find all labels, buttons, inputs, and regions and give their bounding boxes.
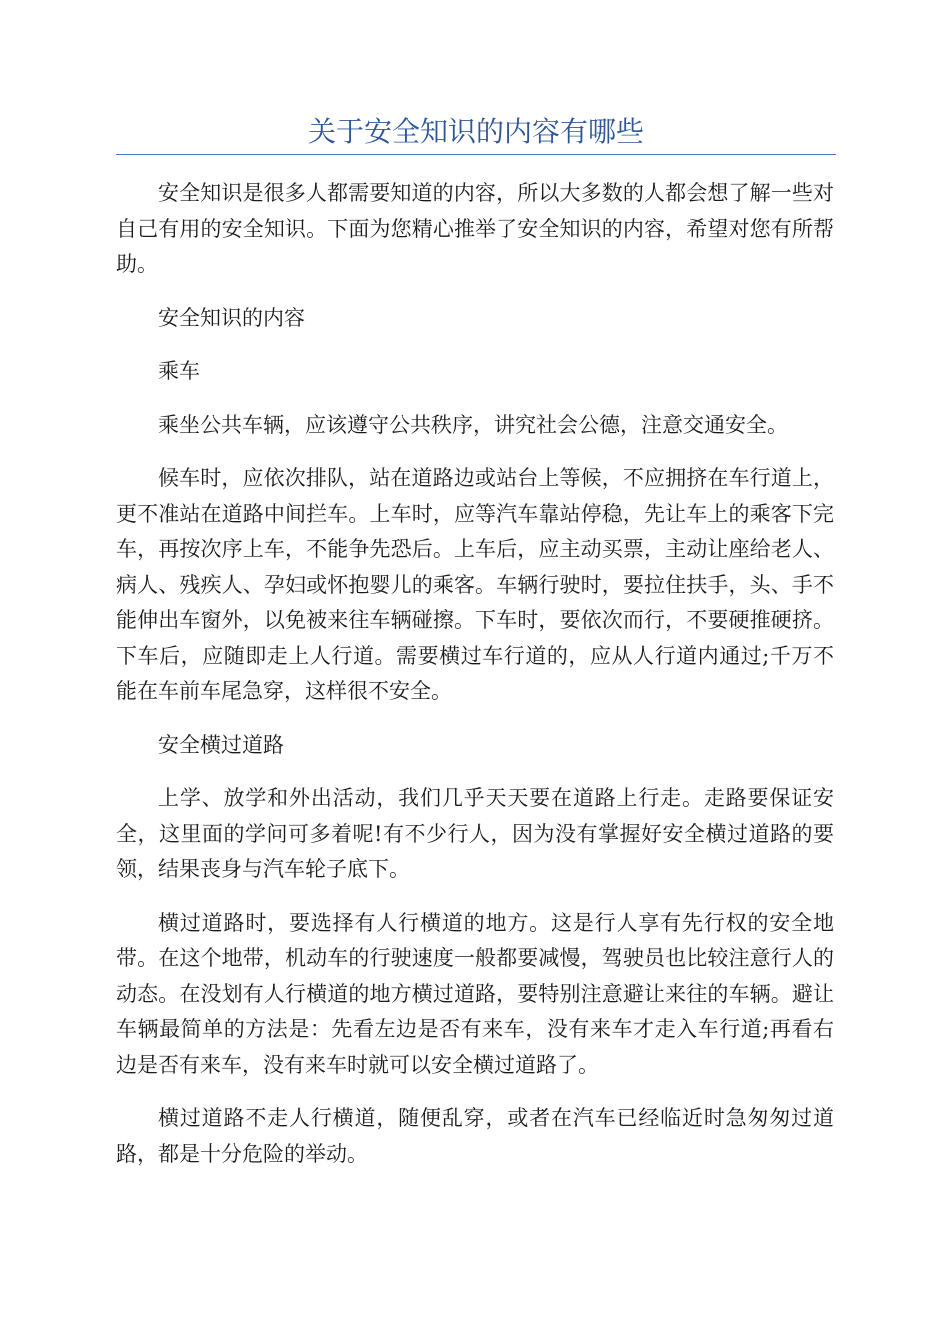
intro-paragraph: 安全知识是很多人都需要知道的内容，所以大多数的人都会想了解一些对自己有用的安全知识。下面为您精心推举了安全知识的内容，希望对您有所帮助。: [116, 181, 834, 276]
crossing-paragraph-2: 横过道路时，要选择有人行横道的地方。这是行人享有先行权的安全地带。在这个地带，机动车的行驶速度一般都要减慢，驾驶员也比较注意行人的动态。在没划有人行横道的地方横过道路，要特别注意避让来往的车辆。避让车辆最简单的方法是：先看左边是否有来车，没有来车才走入车行道;再看右边是否有来车，没有来车时就可以安全横过道路了。: [116, 910, 834, 1077]
document-title: 关于安全知识的内容有哪些: [307, 115, 644, 148]
section-heading-safety-knowledge: 安全知识的内容: [158, 305, 305, 330]
riding-paragraph-1: 乘坐公共车辆，应该遵守公共秩序，讲究社会公德，注意交通安全。: [158, 412, 788, 437]
crossing-paragraph-1: 上学、放学和外出活动，我们几乎天天要在道路上行走。走路要保证安全，这里面的学问可多着呢!有不少行人，因为没有掌握好安全横过道路的要领，结果丧身与汽车轮子底下。: [116, 786, 834, 881]
section-heading-crossing-road: 安全横过道路: [158, 732, 284, 757]
crossing-paragraph-3: 横过道路不走人行横道，随便乱穿，或者在汽车已经临近时急匆匆过道路，都是十分危险的举动。: [116, 1106, 834, 1166]
document-body: [116, 176, 834, 1190]
title-underline: [116, 154, 836, 155]
section-heading-riding: 乘车: [158, 359, 200, 383]
riding-paragraph-2: 候车时，应依次排队，站在道路边或站台上等候，不应拥挤在车行道上，更不准站在道路中间拦车。上车时，应等汽车靠站停稳，先让车上的乘客下完车，再按次序上车，不能争先恐后。上车后，应主动买票，主动让座给老人、病人、残疾人、孕妇或怀抱婴儿的乘客。车辆行驶时，要拉住扶手，头、手不能伸出车窗外，以免被来往车辆碰擦。下车时，要依次而行，不要硬推硬挤。下车后，应随即走上人行道。需要横过车行道的，应从人行道内通过;千万不能在车前车尾急穿，这样很不安全。: [116, 466, 834, 703]
